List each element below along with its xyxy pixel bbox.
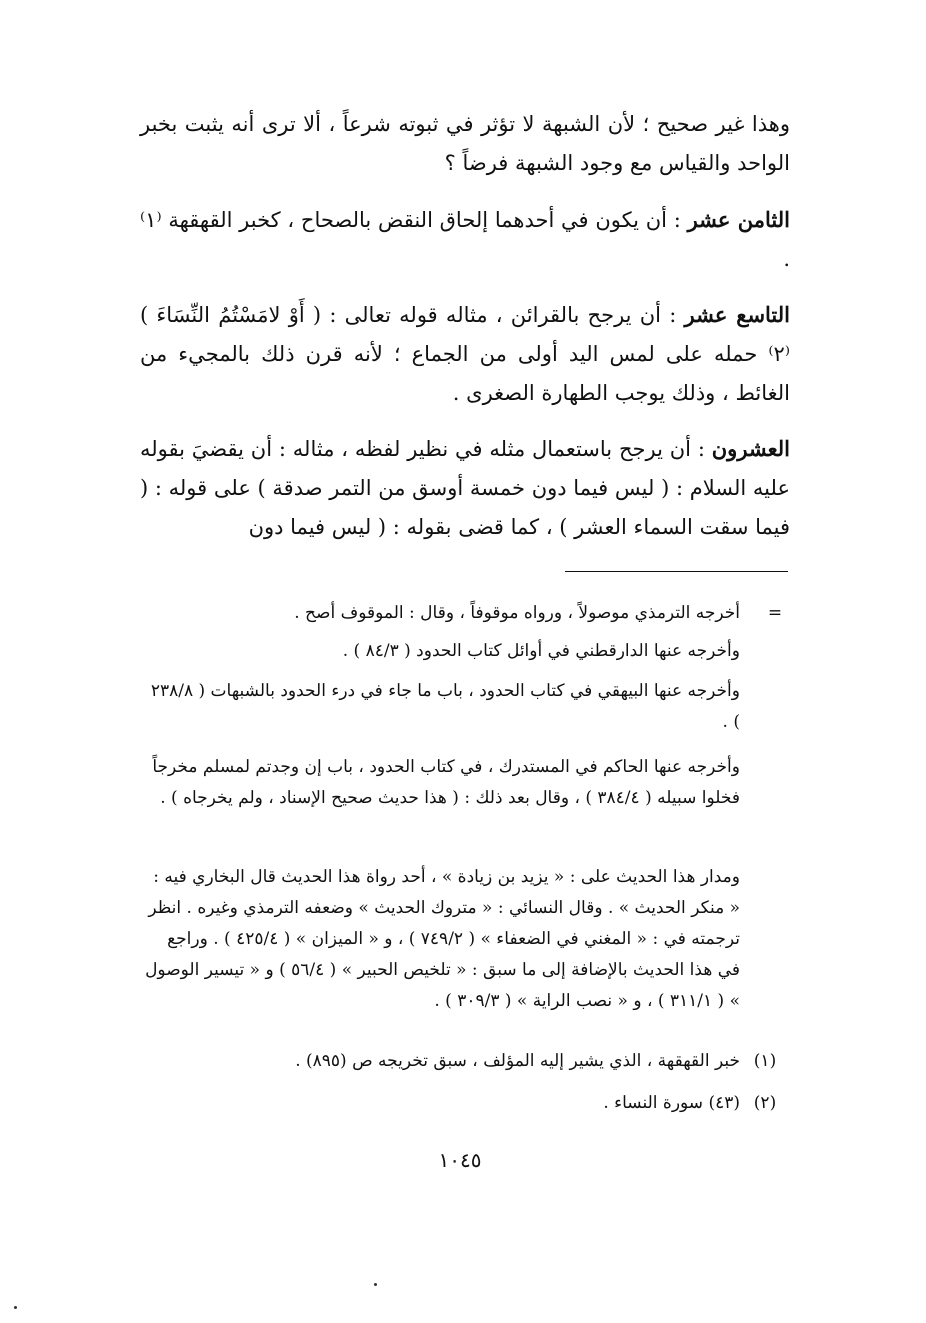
paragraph-twentieth <box>140 429 790 547</box>
scan-speck <box>374 1283 377 1286</box>
page-number: ١٠٤٥ <box>438 1148 482 1172</box>
paragraph-nineteenth-heading: التاسع عشر <box>684 302 791 327</box>
footnote-continuation-line-3: وأخرجه عنها البيهقي في كتاب الحدود ، باب ما جاء في درء الحدود بالشبهات ( ٢٣٨/٨ ) . <box>150 681 740 732</box>
footnote-2-text: (٤٣) سورة النساء . <box>603 1093 740 1113</box>
footnote-divider <box>565 571 788 572</box>
paragraph-1-text: وهذا غير صحيح ؛ لأن الشبهة لا تؤثر في ثبوته شرعاً ، ألا ترى أنه يثبت بخبر الواحد والقياس مع وجود الشبهة فرضاً ؟ <box>140 112 790 175</box>
paragraph-twentieth-text: : أن يرجح باستعمال مثله في نظير لفظه ، مثاله : أن يقضيَ بقوله عليه السلام : ( ليس فيما دون خمسة أوسق من التمر صدقة ) على قوله : ( فيما سقت السماء العشر ) ، كما قضى بقوله : ( ليس فيما دون <box>140 437 790 539</box>
footnote-continuation-line-1: أخرجه الترمذي موصولاً ، ورواه موقوفاً ، وقال : الموقوف أصح . <box>294 603 740 623</box>
footnote-continuation-marker: = <box>767 603 783 623</box>
paragraph-nineteenth <box>140 295 790 413</box>
footnote-continuation-line-4: وأخرجه عنها الحاكم في المستدرك ، في كتاب الحدود ، باب إن وجدتم لمسلم مخرجاً فخلوا سبيله ( ٣٨٤/٤ ) ، وقال بعد ذلك : ( هذا حديث صحيح الإسناد ، ولم يخرجاه ) . <box>152 757 740 808</box>
paragraph-eighteenth-text: : أن يكون في أحدهما إلحاق النقض بالصحاح ، كخبر القهقهة ⁽١⁾ . <box>140 208 790 271</box>
footnote-2-number: (٢) <box>753 1093 777 1113</box>
paragraph-eighteenth-heading: الثامن عشر <box>687 207 790 232</box>
footnote-continuation-line-2: وأخرجه عنها الدارقطني في أوائل كتاب الحدود ( ٨٤/٣ ) . <box>342 641 740 661</box>
paragraph-1 <box>140 105 790 183</box>
footnote-1-number: (١) <box>753 1051 777 1071</box>
footnote-continuation-line-5: ومدار هذا الحديث على : « يزيد بن زيادة » ، أحد رواة هذا الحديث قال البخاري فيه : « منكر الحديث » . وقال النسائي : « متروك الحديث » وضعفه الترمذي وغيره . انظر ترجمته في : « المغني في الضعفاء » ( ٧٤٩/٢ ) ، و « الميزان » ( ٤٢٥/٤ ) . وراجع في هذا الحديث بالإضافة إلى ما سبق : « تلخيص الحبير » ( ٥٦/٤ ) و « تيسير الوصول » ( ٣١١/١ ) ، و « نصب الراية » ( ٣٠٩/٣ ) . <box>145 867 740 1011</box>
paragraph-twentieth-heading: العشرون <box>711 436 790 461</box>
paragraph-nineteenth-text: : أن يرجح بالقرائن ، مثاله قوله تعالى : ( أَوْ لامَسْتُمُ النِّسَاءَ ) ⁽٢⁾ حمله على لمس اليد أولى من الجماع ؛ لأنه قرن ذلك بالمجيء من الغائط ، وذلك يوجب الطهارة الصغرى . <box>140 303 790 405</box>
paragraph-eighteenth <box>140 200 790 279</box>
scan-speck <box>14 1306 17 1309</box>
footnote-1-text: خبر القهقهة ، الذي يشير إليه المؤلف ، سبق تخريجه ص (٨٩٥) . <box>295 1051 740 1071</box>
